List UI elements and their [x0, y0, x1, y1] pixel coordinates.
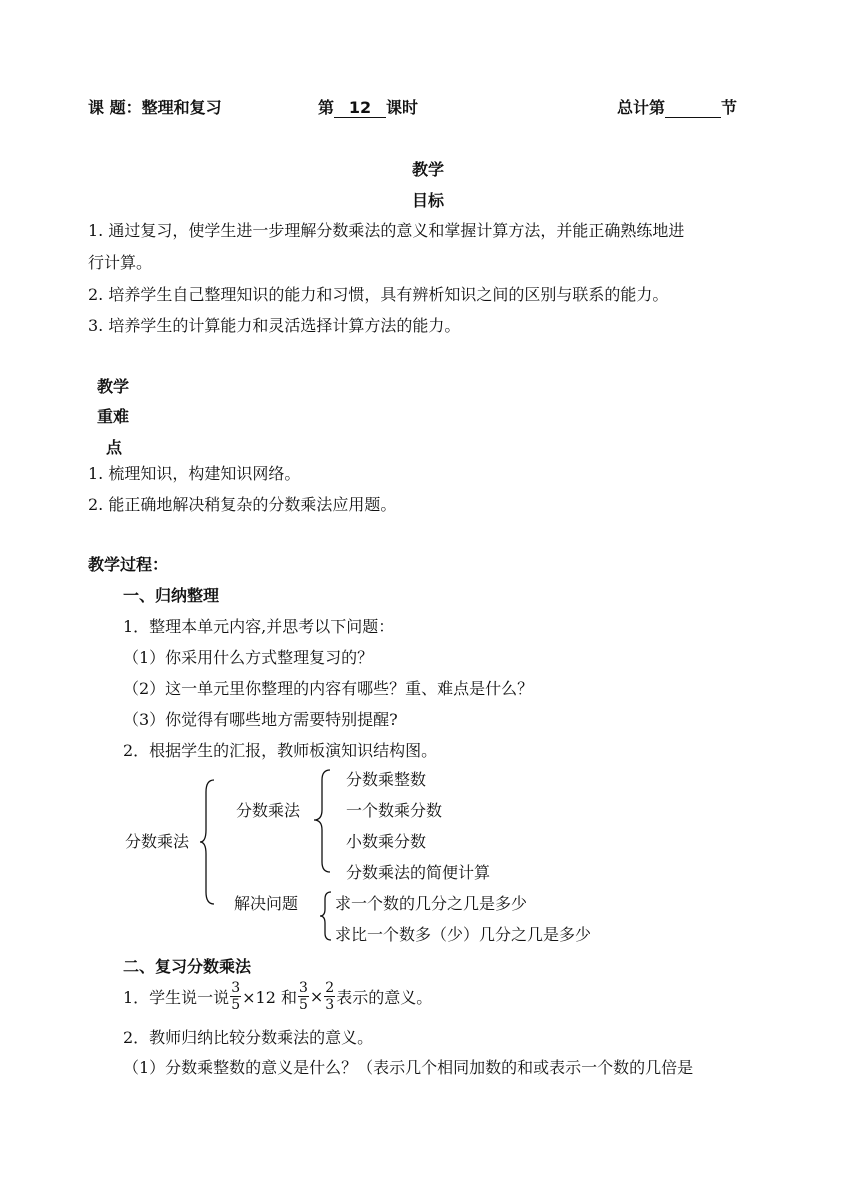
keypoint-item-2: 2. 能正确地解决稍复杂的分数乘法应用题。	[88, 495, 397, 514]
total-count-line	[617, 95, 737, 118]
section-2-title: 二、复习分数乘法	[123, 957, 252, 976]
total-blank	[665, 98, 721, 118]
process-heading: 教学过程：	[88, 555, 169, 574]
section-1-step-1: 1．整理本单元内容,并思考以下问题：	[123, 617, 395, 636]
diagram-leaf-6: 求比一个数多（少）几分之几是多少	[335, 925, 592, 944]
keypoints-heading-line3: 点	[106, 438, 123, 457]
keypoints-heading-line1: 教学	[97, 377, 130, 396]
goals-heading-line1: 教学	[412, 160, 445, 179]
topic-line	[88, 95, 222, 118]
fraction-3-5: $\frac{3}{5}$	[231, 980, 241, 1013]
section-1-question-2: （2）这一单元里你整理的内容有哪些？重、难点是什么？	[123, 679, 534, 698]
section-2-step-2: 2．教师归纳比较分数乘法的意义。	[123, 1028, 374, 1047]
diagram-leaf-5: 求一个数的几分之几是多少	[335, 894, 528, 913]
diagram-root: 分数乘法	[125, 832, 190, 851]
lesson-number: 12	[334, 98, 386, 118]
section-1-question-3: （3）你觉得有哪些地方需要特别提醒?	[123, 710, 398, 729]
goal-item-2: 2. 培养学生自己整理知识的能力和习惯，具有辨析知识之间的区别与联系的能力。	[88, 285, 669, 304]
diagram-root-brace	[198, 778, 218, 908]
goal-item-1: 1. 通过复习，使学生进一步理解分数乘法的意义和掌握计算方法，并能正确熟练地进	[88, 221, 685, 240]
section-2-question-1: （1）分数乘整数的意义是什么？（表示几个相同加数的和或表示一个数的几倍是	[123, 1058, 694, 1077]
diagram-leaf-4: 分数乘法的简便计算	[346, 863, 491, 882]
diagram-leaf-1: 分数乘整数	[346, 770, 427, 789]
diagram-leaf-3: 小数乘分数	[346, 832, 427, 851]
total-prefix: 总计第	[617, 98, 666, 117]
section-2-step-1	[123, 980, 432, 1013]
diagram-branch-problem-solving-brace	[318, 890, 334, 942]
lesson-prefix: 第	[318, 98, 335, 117]
lesson-suffix: 课时	[386, 98, 419, 117]
section-2-step-1-text-b: ×12 和	[242, 988, 297, 1007]
section-1-question-1: （1）你采用什么方式整理复习的？	[123, 648, 374, 667]
diagram-branch-problem-solving: 解决问题	[234, 894, 299, 913]
fraction-2-3: $\frac{2}{3}$	[325, 980, 335, 1013]
lesson-number-line	[318, 95, 418, 118]
goal-item-3: 3. 培养学生的计算能力和灵活选择计算方法的能力。	[88, 316, 461, 335]
diagram-leaf-2: 一个数乘分数	[346, 801, 443, 820]
fraction-3-5-second: $\frac{3}{5}$	[298, 980, 308, 1013]
times-sign: ×	[309, 987, 324, 1006]
keypoints-heading-line2: 重难	[97, 407, 130, 426]
topic-label: 课 题：	[88, 98, 142, 117]
section-2-step-1-text-c: 表示的意义。	[336, 988, 433, 1007]
diagram-branch-multiplication-brace	[312, 768, 334, 876]
diagram-branch-multiplication: 分数乘法	[236, 801, 301, 820]
topic-title: 整理和复习	[141, 98, 222, 117]
goal-item-1-continued: 行计算。	[88, 253, 153, 272]
total-suffix: 节	[721, 98, 738, 117]
goals-heading-line2: 目标	[412, 191, 445, 210]
keypoint-item-1: 1. 梳理知识，构建知识网络。	[88, 464, 301, 483]
section-1-step-2: 2．根据学生的汇报，教师板演知识结构图。	[123, 741, 438, 760]
section-2-step-1-text-a: 1．学生说一说	[123, 988, 230, 1007]
section-1-title: 一、归纳整理	[123, 586, 220, 605]
